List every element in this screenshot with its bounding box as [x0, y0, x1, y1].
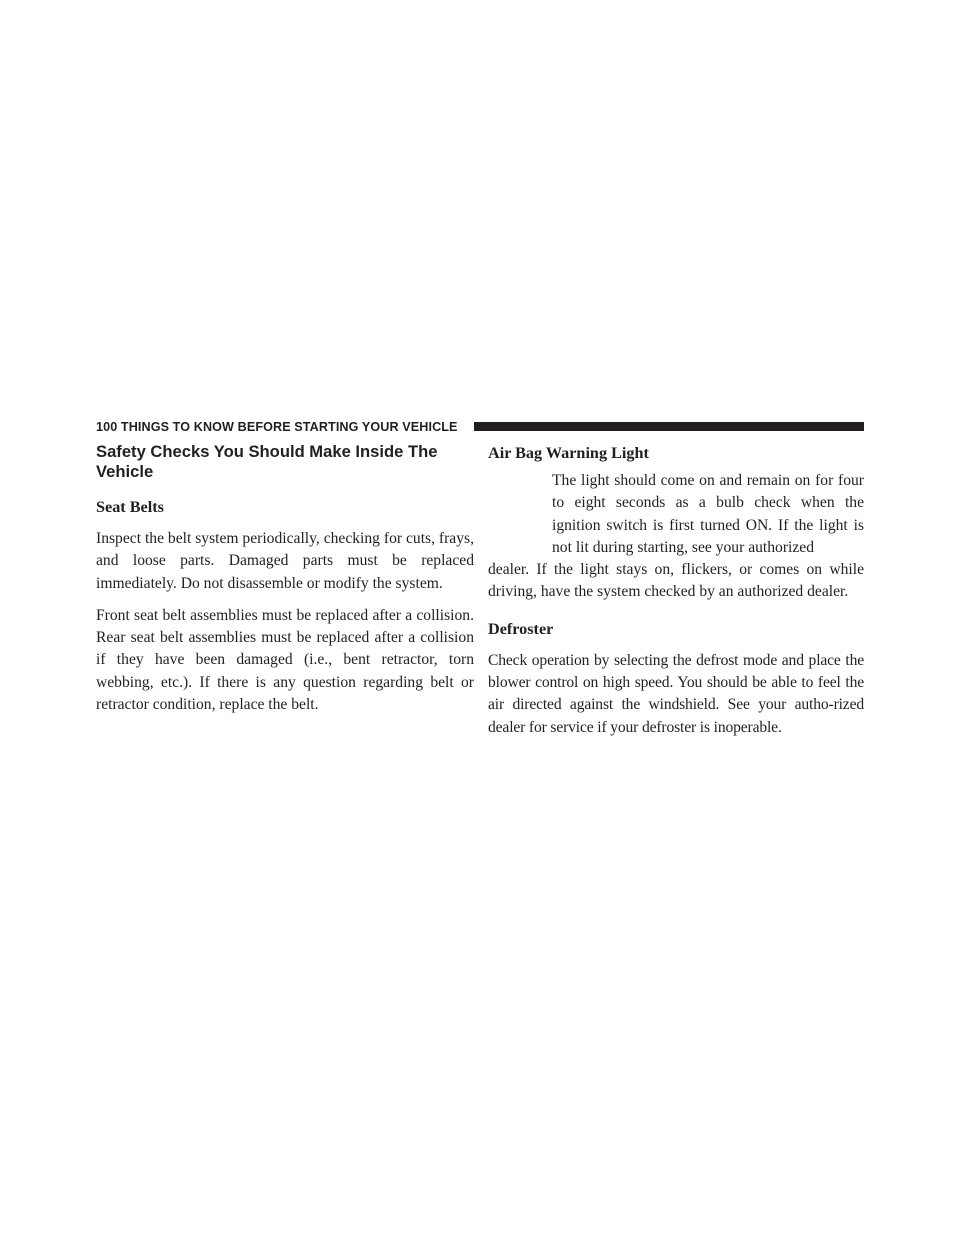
seat-belts-paragraph-1: Inspect the belt system periodically, checking for cuts, frays, and loose parts. Damaged parts must be replaced immediately. Do not disassemble or modify the system. [96, 530, 474, 592]
header-rule-bar [474, 422, 864, 431]
seat-belts-heading: Seat Belts [96, 498, 164, 516]
section-title-line1: Safety Checks You Should Make Inside The [96, 442, 438, 461]
page-header [96, 418, 864, 436]
defroster-heading: Defroster [488, 619, 554, 638]
air-bag-indented-paragraph: The light should come on and remain on for four to eight seconds as a bulb check when the ignition switch is first turned ON. If the light is not lit during starting, see your authorized [552, 472, 864, 556]
section-title [96, 442, 474, 482]
left-column [96, 440, 474, 716]
air-bag-warning-light-icon-area [488, 500, 544, 584]
air-bag-warning-light-heading: Air Bag Warning Light [488, 444, 649, 462]
seat-belts-paragraph-2: Front seat belt assemblies must be replaced after a collision. Rear seat belt assemblies must be replaced after a collision if they have been damaged (i.e., bent retractor, torn webbing, etc.). If there is any question regarding belt or retractor condition, replace the belt. [96, 606, 474, 714]
section-title-line2: Vehicle [96, 462, 154, 481]
air-bag-indented-text-block [488, 470, 864, 559]
air-bag-warning-block [488, 470, 864, 604]
air-bag-continued-paragraph: dealer. If the light stays on, flickers, or comes on while driving, have the system checked by an authorized dealer. [488, 561, 864, 601]
page-number-and-chapter-title: 100 THINGS TO KNOW BEFORE STARTING YOUR VEHICLE [96, 420, 458, 434]
right-column [488, 440, 864, 739]
defroster-paragraph: Check operation by selecting the defrost mode and place the blower control on high speed. You should be able to feel the air directed against the windshield. See your autho-rized dealer for service if your defroster is inoperable. [488, 651, 864, 736]
